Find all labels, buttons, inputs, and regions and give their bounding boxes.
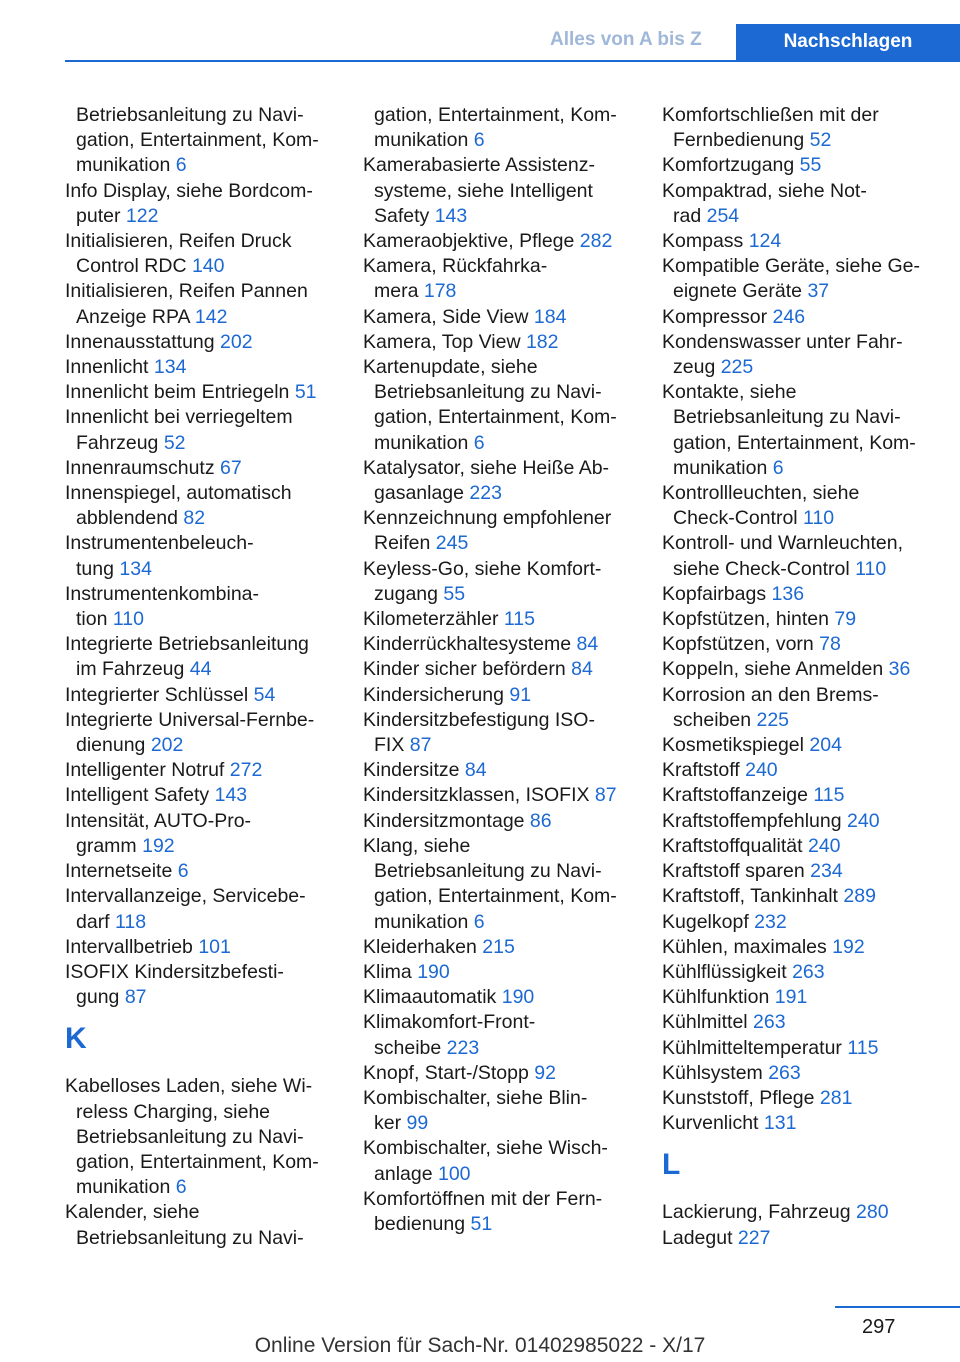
page-reference-link[interactable]: 245 (435, 532, 469, 555)
page-reference-link[interactable]: 115 (847, 1036, 879, 1059)
index-entry-text: Komfortöffnen mit der Fern- bedienung (363, 1187, 603, 1235)
index-entry (363, 305, 638, 330)
page-reference-link[interactable]: 55 (443, 582, 466, 605)
page-reference-link[interactable]: 44 (189, 658, 212, 681)
index-entry (363, 783, 638, 808)
index-entry-text: Knopf, Start-/Stopp (363, 1061, 535, 1084)
index-entry-text: Innenlicht bei verriegeltem Fahrzeug (65, 406, 293, 454)
index-entry (65, 1200, 340, 1250)
page-reference-link[interactable]: 110 (855, 557, 887, 580)
page-reference-link[interactable]: 110 (803, 507, 835, 530)
page-reference-link[interactable]: 223 (469, 482, 502, 505)
index-entry-text: Klima (363, 960, 418, 983)
page-reference-link[interactable]: 143 (214, 784, 248, 807)
index-entry (662, 330, 937, 380)
index-entry (65, 683, 340, 708)
page-reference-link[interactable]: 51 (294, 381, 317, 404)
index-entry (662, 380, 937, 481)
index-entry-text: Kraftstoffanzeige (662, 784, 814, 807)
page-reference-link[interactable]: 6 (772, 456, 784, 479)
page-reference-link[interactable]: 110 (112, 608, 144, 631)
index-entry (662, 783, 937, 808)
index-entry-text: Kamera, Rückfahrka- mera (363, 255, 548, 303)
index-entry-text: Kühlmittel (662, 1011, 754, 1034)
index-entry (65, 279, 340, 329)
index-entry (662, 1010, 937, 1035)
page-reference-link[interactable]: 99 (406, 1112, 429, 1135)
index-entry (363, 330, 638, 355)
page-reference-link[interactable]: 55 (799, 154, 822, 177)
index-entry-text: Kameraobjektive, Pflege (363, 230, 580, 253)
header-rule (65, 60, 960, 62)
index-entry-text: Kindersitzbefestigung ISO- FIX (363, 708, 595, 757)
page-reference-link[interactable]: 240 (745, 759, 778, 782)
index-entry-text: Kindersitzklassen, ISOFIX (363, 784, 595, 807)
page-reference-link[interactable]: 54 (253, 683, 276, 706)
index-entry (662, 1226, 937, 1251)
index-entry (65, 582, 340, 632)
index-entry (65, 960, 340, 1010)
page-reference-link[interactable]: 191 (774, 986, 808, 1009)
index-entry (662, 582, 937, 607)
index-entry (363, 758, 638, 783)
index-entry-text: Kühlen, maximales (662, 935, 833, 958)
index-entry (65, 355, 340, 380)
index-entry-text: Kunststoff, Pflege (662, 1086, 820, 1109)
index-entry (662, 1086, 937, 1111)
page-reference-link[interactable]: 202 (220, 330, 253, 353)
page-reference-link[interactable]: 232 (754, 910, 787, 933)
index-entry (65, 531, 340, 581)
page-reference-link[interactable]: 282 (579, 230, 613, 253)
index-entry-text: Komfortschließen mit der Fernbedienung (662, 104, 879, 152)
page-reference-link[interactable]: 36 (888, 658, 911, 681)
index-entry-text: Integrierter Schlüssel (65, 683, 254, 706)
index-entry-text: Kondenswasser unter Fahr- zeug (662, 330, 903, 379)
index-column-3 (662, 103, 937, 1251)
page-reference-link[interactable]: 6 (473, 431, 485, 454)
index-entry (363, 1187, 638, 1237)
chapter-tab: Nachschlagen (736, 24, 960, 60)
index-entry (662, 1111, 937, 1136)
index-entry (363, 456, 638, 506)
index-entry (65, 758, 340, 783)
index-entry (662, 884, 937, 909)
index-entry (662, 809, 937, 834)
index-entry (65, 330, 340, 355)
index-entry-text: Kompatible Geräte, siehe Ge- eignete Geräte (662, 255, 920, 303)
page-reference-link[interactable]: 289 (843, 885, 876, 908)
index-entry (662, 1061, 937, 1086)
index-entry-text: Kontroll- und Warnleuchten, siehe Check-Control (662, 532, 903, 580)
index-entry (363, 506, 638, 556)
footer-text: Online Version für Sach-Nr. 01402985022 - X/17 (254, 1334, 706, 1357)
index-letter-heading: L (662, 1148, 681, 1182)
index-entry-text: Kosmetikspiegel (662, 734, 810, 757)
page-reference-link[interactable]: 182 (525, 330, 559, 353)
index-entry (363, 683, 638, 708)
page-reference-link[interactable]: 115 (503, 608, 535, 631)
page-reference-link[interactable]: 240 (847, 809, 880, 832)
index-entry (65, 935, 340, 960)
page-reference-link[interactable]: 225 (720, 356, 754, 379)
page-reference-link[interactable]: 184 (533, 305, 567, 328)
page-reference-link[interactable]: 87 (124, 986, 147, 1009)
index-entry-text: Kompaktrad, siehe Not- rad (662, 179, 867, 227)
index-entry-text: Lackierung, Fahrzeug (662, 1201, 857, 1224)
index-entry (363, 355, 638, 456)
index-entry-text: Initialisieren, Reifen Pannen Anzeige RPA (65, 280, 308, 328)
index-column-1 (65, 103, 340, 1251)
page-header (0, 0, 960, 62)
section-tab: Alles von A bis Z (550, 29, 702, 50)
page-reference-link[interactable]: 52 (809, 129, 832, 152)
page-reference-link[interactable]: 131 (763, 1112, 797, 1135)
index-entry-text: Kilometerzähler (363, 608, 504, 631)
index-entry-text: Internetseite (65, 860, 178, 883)
index-entry-text: ISOFIX Kindersitzbefesti- gung (65, 960, 284, 1009)
page-reference-link[interactable]: 6 (177, 860, 189, 883)
page-reference-link[interactable]: 100 (437, 1162, 471, 1185)
index-entry-text: Integrierte Betriebsanleitung im Fahrzeug (65, 633, 309, 681)
page-reference-link[interactable]: 78 (819, 633, 841, 656)
index-entry-text: Innenraumschutz (65, 456, 221, 479)
index-entry (363, 607, 638, 632)
index-entry-text: Ladegut (662, 1226, 738, 1249)
index-entry-text: Kontakte, siehe Betriebsanleitung zu Navi- gation, Entertainment, Kom- munikation (662, 381, 916, 479)
page-reference-link[interactable]: 143 (434, 204, 468, 227)
index-entry-text: Intervallbetrieb (65, 935, 199, 958)
index-entry-text: Kinderrückhaltesysteme (363, 633, 577, 656)
index-entry (363, 1061, 638, 1086)
index-entry (662, 935, 937, 960)
index-entry (662, 758, 937, 783)
index-entry (662, 179, 937, 229)
page-reference-link[interactable]: 204 (809, 734, 842, 757)
page-reference-link[interactable]: 192 (832, 935, 865, 958)
index-entry-text: Keyless-Go, siehe Komfort- zugang (363, 557, 602, 605)
page-reference-link[interactable]: 6 (473, 910, 485, 933)
index-entry (363, 708, 638, 758)
page-reference-link[interactable]: 52 (163, 431, 186, 454)
index-entry (363, 935, 638, 960)
index-entry-text: Kompressor (662, 305, 773, 328)
index-entry-text: Kamera, Side View (363, 305, 534, 328)
page-reference-link[interactable]: 263 (753, 1011, 786, 1034)
page-reference-link[interactable]: 227 (737, 1226, 771, 1249)
page-reference-link[interactable]: 190 (501, 986, 535, 1009)
index-entry (363, 809, 638, 834)
index-entry (65, 632, 340, 682)
index-entry (363, 103, 638, 153)
index-entry-text: Innenausstattung (65, 330, 221, 353)
index-entry (363, 557, 638, 607)
page-reference-link[interactable]: 223 (446, 1036, 480, 1059)
index-entry (662, 657, 937, 682)
index-entry-text: Kleiderhaken (363, 935, 483, 958)
index-entry-text: Kompass (662, 230, 749, 253)
index-entry (363, 632, 638, 657)
index-entry-text: Koppeln, siehe Anmelden (662, 658, 889, 681)
index-entry-text: Kindersitze (363, 759, 465, 782)
page-reference-link[interactable]: 87 (409, 734, 432, 757)
index-entry-text: Klang, siehe Betriebsanleitung zu Navi- gation, Entertainment, Kom- munikation (363, 834, 617, 933)
page-reference-link[interactable]: 122 (125, 204, 159, 227)
page-reference-link[interactable]: 67 (220, 456, 242, 479)
index-entry (662, 1036, 937, 1061)
index-entry (363, 153, 638, 229)
index-column-2 (363, 103, 638, 1237)
index-entry (662, 859, 937, 884)
index-entry-text: Innenlicht (65, 356, 154, 379)
page-reference-link[interactable]: 79 (834, 608, 857, 631)
index-entry (65, 103, 340, 179)
page-reference-link[interactable]: 281 (819, 1086, 853, 1109)
index-entry-text: Kopfstützen, vorn (662, 633, 820, 656)
index-entry (65, 809, 340, 859)
page-reference-link[interactable]: 6 (473, 129, 485, 152)
index-entry (662, 632, 937, 657)
index-entry (662, 1200, 937, 1225)
index-entry (363, 834, 638, 935)
index-entry-text: Innenlicht beim Entriegeln (65, 381, 295, 404)
index-entry (662, 531, 937, 581)
page-reference-link[interactable]: 190 (417, 960, 450, 983)
page-reference-link[interactable]: 142 (194, 305, 228, 328)
page-reference-link[interactable]: 272 (229, 759, 263, 782)
page-reference-link[interactable]: 178 (423, 280, 457, 303)
index-entry-text: Kraftstoff, Tankinhalt (662, 885, 844, 908)
index-entry (363, 1086, 638, 1136)
page-reference-link[interactable]: 134 (119, 557, 152, 580)
index-entry-text: Kinder sicher befördern (363, 658, 572, 681)
index-entry-text: Kindersitzmontage (363, 809, 530, 832)
index-entry (65, 179, 340, 229)
index-entry-text: Intelligenter Notruf (65, 759, 230, 782)
index-entry (662, 910, 937, 935)
index-entry (662, 153, 937, 178)
index-entry-text: Korrosion an den Brems- scheiben (662, 683, 879, 731)
index-entry (363, 657, 638, 682)
page-reference-link[interactable]: 118 (115, 910, 147, 933)
index-entry-text: Kraftstoff sparen (662, 860, 811, 883)
index-entry (363, 254, 638, 304)
index-entry-text: Kalender, siehe Betriebsanleitung zu Navi- (65, 1201, 304, 1249)
page-reference-link[interactable]: 136 (771, 582, 805, 605)
page-reference-link[interactable]: 101 (198, 935, 231, 958)
page-reference-link[interactable]: 92 (534, 1061, 556, 1084)
page-reference-link[interactable]: 134 (153, 356, 187, 379)
page-number: 297 (862, 1316, 896, 1338)
page-reference-link[interactable]: 234 (810, 860, 843, 883)
index-entry-text: Katalysator, siehe Heiße Ab- gasanlage (363, 456, 610, 505)
index-entry-text: Kühlfunktion (662, 986, 775, 1009)
page-reference-link[interactable]: 140 (191, 255, 225, 278)
index-entry-text: Intervallanzeige, Servicebe- darf (65, 885, 306, 933)
index-entry-text: Kartenupdate, siehe Betriebsanleitung zu Navi- gation, Entertainment, Kom- munikation (363, 356, 617, 454)
index-entry-text: Instrumentenkombina- tion (65, 582, 260, 631)
index-entry (662, 985, 937, 1010)
index-entry-text: Kopfairbags (662, 582, 772, 605)
index-entry-text: Klimaautomatik (363, 986, 502, 1009)
page-reference-link[interactable]: 84 (576, 633, 599, 656)
index-entry (65, 405, 340, 455)
page-reference-link[interactable]: 6 (175, 154, 187, 177)
page-reference-link[interactable]: 263 (792, 960, 825, 983)
index-entry (662, 254, 937, 304)
index-entry (363, 960, 638, 985)
page-reference-link[interactable]: 124 (748, 230, 782, 253)
index-entry-text: Kennzeichnung empfohlener Reifen (363, 507, 612, 555)
page-reference-link[interactable]: 215 (482, 935, 515, 958)
index-entry (363, 1010, 638, 1060)
index-entry-text: Kurvenlicht (662, 1112, 764, 1135)
page-reference-link[interactable]: 115 (813, 784, 845, 807)
footer-rule (835, 1306, 960, 1308)
index-entry-text: Info Display, siehe Bordcom- puter (65, 179, 313, 227)
page-reference-link[interactable]: 263 (768, 1061, 801, 1084)
page-reference-link[interactable]: 254 (706, 204, 740, 227)
index-letter-heading: K (65, 1022, 87, 1056)
page-reference-link[interactable]: 87 (594, 784, 617, 807)
page-reference-link[interactable]: 84 (571, 658, 593, 681)
index-entry (662, 960, 937, 985)
index-entry (363, 985, 638, 1010)
index-entry (662, 481, 937, 531)
index-entry (363, 229, 638, 254)
index-entry (662, 607, 937, 632)
index-entry (662, 229, 937, 254)
index-entry-text: Kraftstoff (662, 759, 746, 782)
index-entry-text: Kühlsystem (662, 1061, 769, 1084)
index-entry-text: Komfortzugang (662, 154, 800, 177)
page-reference-link[interactable]: 6 (175, 1176, 187, 1199)
index-entry-text: gation, Entertainment, Kom- munikation (374, 104, 617, 152)
index-entry (662, 834, 937, 859)
index-entry-text: Kraftstoffempfehlung (662, 809, 848, 832)
index-entry (65, 229, 340, 279)
index-entry (65, 481, 340, 531)
index-entry (662, 103, 937, 153)
index-entry-text: Intelligent Safety (65, 784, 215, 807)
index-entry (65, 380, 340, 405)
index-entry-text: Initialisieren, Reifen Druck Control RDC (65, 230, 292, 278)
index-entry (662, 683, 937, 733)
index-entry (65, 1074, 340, 1200)
index-entry (65, 859, 340, 884)
index-entry-text: Kindersicherung (363, 683, 510, 706)
index-entry-text: Betriebsanleitung zu Navi- gation, Entertainment, Kom- munikation (76, 104, 319, 177)
index-entry-text: Innenspiegel, automatisch abblendend (65, 482, 292, 530)
index-entry-text: Kühlflüssigkeit (662, 960, 793, 983)
index-entry-text: Integrierte Universal-Fernbe- dienung (65, 708, 315, 757)
index-entry-text: Instrumentenbeleuch- tung (65, 532, 254, 580)
index-entry-text: Kontrollleuchten, siehe Check-Control (662, 482, 860, 530)
page-reference-link[interactable]: 86 (529, 809, 552, 832)
index-entry (65, 783, 340, 808)
index-entry-text: Kraftstoffqualität (662, 834, 808, 857)
page-reference-link[interactable]: 225 (756, 708, 790, 731)
index-entry (662, 733, 937, 758)
index-entry (363, 1136, 638, 1186)
index-entry-text: Kamerabasierte Assistenz- systeme, siehe Intelligent Safety (363, 154, 595, 227)
index-entry (662, 305, 937, 330)
page-reference-link[interactable]: 51 (470, 1212, 493, 1235)
index-entry (65, 884, 340, 934)
index-entry-text: Klimakomfort-Front- scheibe (363, 1011, 536, 1059)
page-reference-link[interactable]: 91 (509, 683, 532, 706)
page-reference-link[interactable]: 82 (183, 507, 206, 530)
index-entry-text: Kugelkopf (662, 910, 755, 933)
page-reference-link[interactable]: 240 (807, 834, 841, 857)
index-entry (65, 456, 340, 481)
index-entry (65, 708, 340, 758)
page-reference-link[interactable]: 280 (856, 1201, 889, 1224)
index-entry-text: Kombischalter, siehe Blin- ker (363, 1086, 588, 1135)
index-entry-text: Kabelloses Laden, siehe Wi- reless Charging, siehe Betriebsanleitung zu Navi- gation, Entertainment, Kom- munikation (65, 1075, 319, 1199)
index-entry-text: Kopfstützen, hinten (662, 608, 835, 631)
page-reference-link[interactable]: 37 (807, 280, 830, 303)
index-entry-text: Kühlmitteltemperatur (662, 1036, 848, 1059)
index-entry-text: Intensität, AUTO-Pro- gramm (65, 809, 252, 857)
index-entry-text: Kombischalter, siehe Wisch- anlage (363, 1137, 608, 1185)
page-reference-link[interactable]: 84 (464, 759, 487, 782)
page-reference-link[interactable]: 192 (142, 834, 175, 857)
page-reference-link[interactable]: 246 (772, 305, 806, 328)
page-reference-link[interactable]: 202 (150, 734, 184, 757)
index-entry-text: Kamera, Top View (363, 330, 526, 353)
